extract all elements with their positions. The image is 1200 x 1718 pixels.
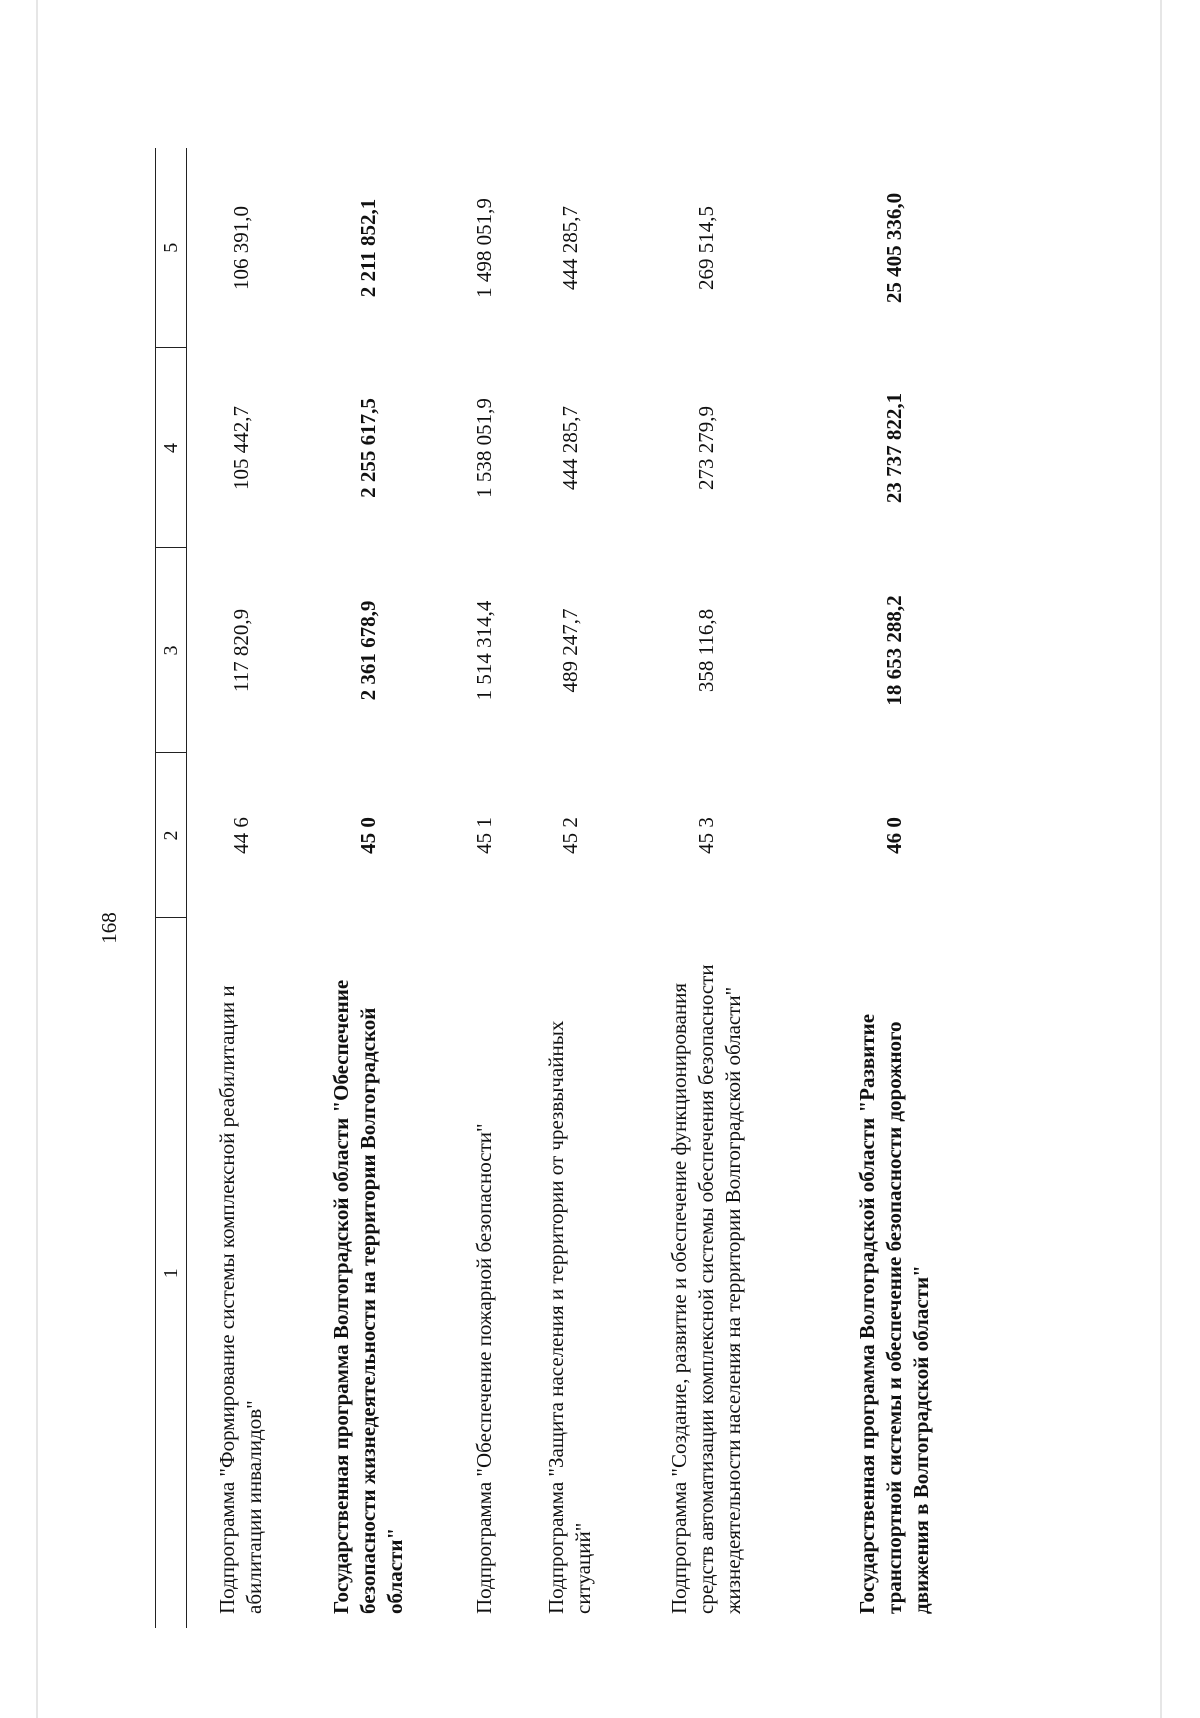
page-number: 168: [97, 912, 121, 944]
value-col3: 117 820,9: [228, 608, 253, 693]
value-col3: 489 247,7: [557, 608, 582, 693]
value-col3: 1 514 314,4: [471, 600, 496, 701]
table-row: [527, 148, 613, 1628]
value-col4: 1 538 051,9: [471, 398, 496, 498]
program-name: Подпрограмма "Защита населения и территории от чрезвычайных ситуаций": [544, 1020, 595, 1614]
table-row: [799, 148, 989, 1628]
table-row: [613, 148, 799, 1628]
value-col4: 23 737 822,1: [881, 392, 906, 504]
column-header-1: 1: [156, 918, 187, 1628]
value-col5: 444 285,7: [557, 206, 582, 290]
value-col4: 273 279,9: [693, 406, 718, 490]
value-col4: 444 285,7: [557, 406, 582, 490]
program-code: 45 0: [355, 817, 380, 854]
value-col4: 105 442,7: [228, 406, 253, 490]
column-header-5: 5: [156, 148, 187, 348]
program-name: Подпрограмма "Создание, развитие и обеспечение функционирования средств автоматизации комплексной системы обеспечения безопасности жизнедеятельности населения на территории Волгоградской области": [666, 964, 745, 1614]
table-row: [441, 148, 527, 1628]
program-code: 45 3: [693, 817, 718, 854]
value-col5: 2 211 852,1: [355, 198, 380, 298]
program-code: 44 6: [228, 817, 253, 854]
program-name: Подпрограмма "Формирование системы комплексной реабилитации и абилитации инвалидов": [215, 985, 266, 1614]
table-row: [187, 148, 296, 1628]
scan-edge-right: [1160, 0, 1162, 1718]
value-col3: 2 361 678,9: [355, 600, 380, 701]
budget-table: [155, 148, 989, 1628]
table-row: [295, 148, 441, 1628]
table-header-row: [156, 148, 187, 1628]
program-code: 45 2: [557, 817, 582, 854]
scan-edge-left: [36, 0, 38, 1718]
value-col5: 269 514,5: [693, 206, 718, 290]
program-name: Государственная программа Волгоградской области "Развитие транспортной системы и обеспечение безопасности дорожного движения в Волгоградской области": [854, 1013, 933, 1614]
program-name: Государственная программа Волгоградской области "Обеспечение безопасности жизнедеятельности на территории Волгоградской области": [328, 979, 407, 1614]
rotated-sheet: [97, 148, 1035, 1628]
value-col3: 358 116,8: [693, 608, 718, 693]
program-code: 45 1: [471, 817, 496, 854]
column-header-2: 2: [156, 753, 187, 918]
value-col3: 18 653 288,2: [881, 595, 906, 706]
value-col5: 106 391,0: [228, 206, 253, 290]
value-col4: 2 255 617,5: [355, 398, 380, 498]
column-header-4: 4: [156, 348, 187, 548]
column-header-3: 3: [156, 548, 187, 753]
value-col5: 25 405 336,0: [881, 192, 906, 304]
program-name: Подпрограмма "Обеспечение пожарной безопасности": [471, 1123, 496, 1614]
value-col5: 1 498 051,9: [471, 198, 496, 298]
program-code: 46 0: [881, 817, 906, 854]
